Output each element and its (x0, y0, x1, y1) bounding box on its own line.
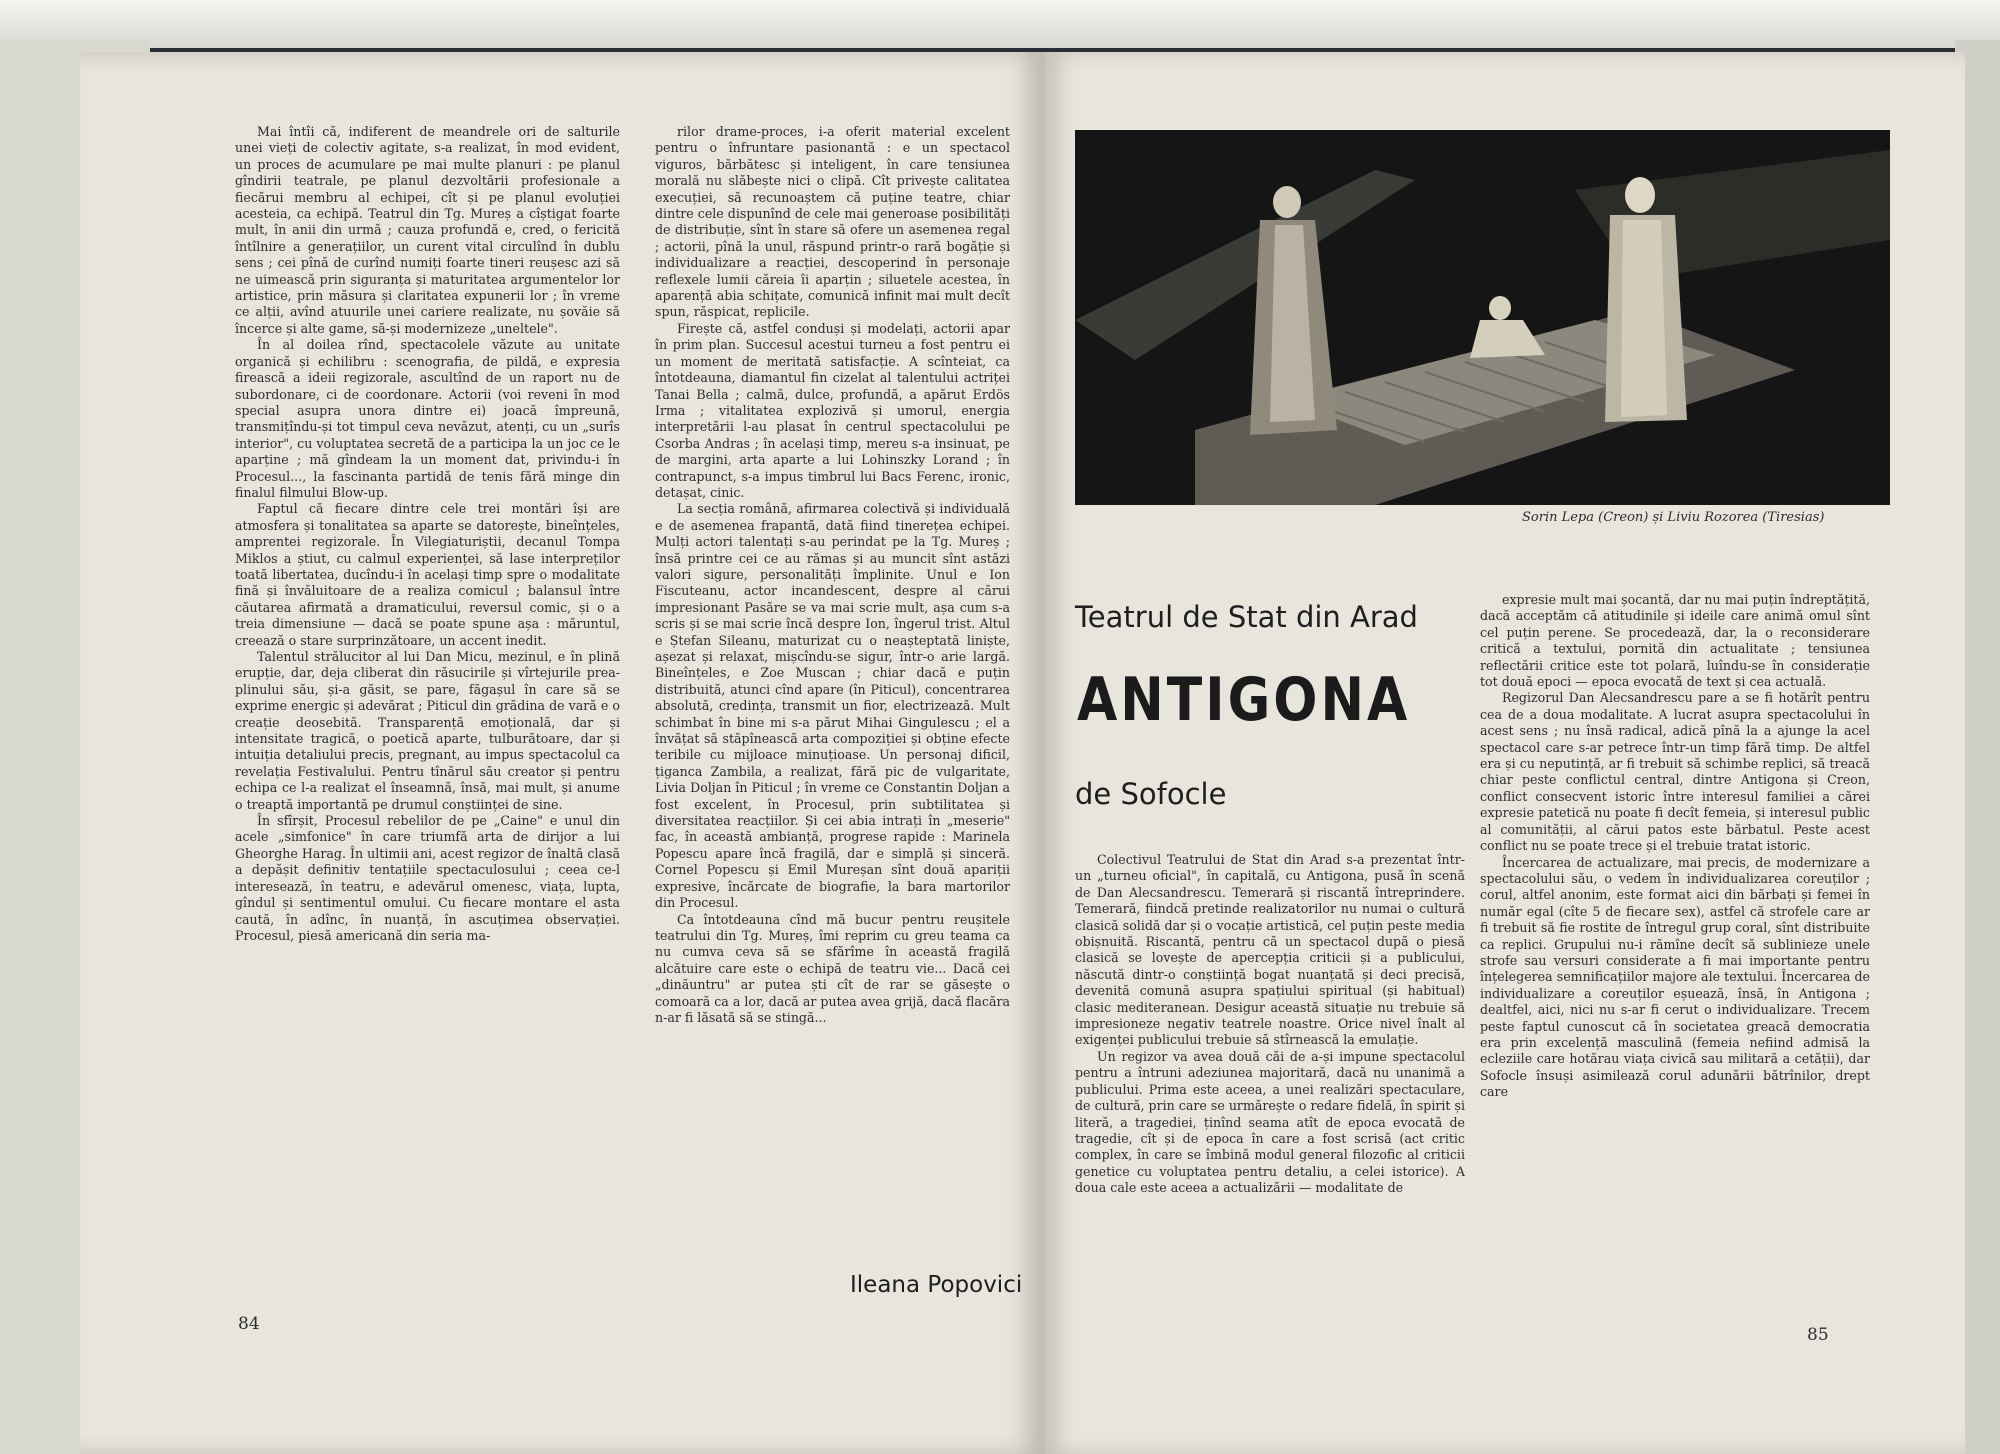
paragraph: Faptul că fiecare dintre cele trei montări își are atmosfera și tonalitatea sa aparte se datorește, bineînțeles, amprentei regizorale. În Vilegiaturiștii, decanul Tompa Miklos a știut, cu calmul experienței, să lase interpreților toată libertatea, ducîndu-i în același timp spre o modalitate fină și învăluitoare de a realiza comicul ; balansul între căutarea afirmată a dramaticului, reversul comic, și o a treia dimensiune — dacă se poate spune așa : măruntul, creează o stare surprinzătoare, un accent inedit. (235, 501, 620, 648)
paragraph: Mai întîi că, indiferent de meandrele ori de salturile unei vieți de colectiv agitate, s-a realizat, în mod evident, un proces de acumulare pe mai multe planuri : pe planul gîndirii teatrale, pe planul dezvoltării profesionale a fiecărui membru al echipei, cît și pe planul evoluției acesteia, ca echipă. Teatrul din Tg. Mureș a cîștigat foarte mult, în anii din urmă ; cauza profundă e, cred, o fericită întîlnire a generațiilor, un curent vital circulînd în dublu sens ; cei pînă de curînd numiți foarte tineri reușesc azi să ne uimească prin siguranța și maturitatea argumentelor lor artistice, prin măsura și claritatea expunerii lor ; în vreme ce alții, avînd atuurile unei cariere realizate, nu șovăie să încerce și alte game, să-și modernizeze „uneltele". (235, 124, 620, 336)
photo-caption: Sorin Lepa (Creon) și Liviu Rozorea (Tiresias) (1522, 510, 1825, 525)
paragraph: Încercarea de actualizare, mai precis, de modernizare a spectacolului său, o vedem în individualizarea coreuților ; corul, altfel anonim, este format aici din bărbați și femei în număr egal (cîte 5 de fiecare sex), astfel că strofele care ar fi trebuit să fie rostite de întregul grup coral, sînt distribuite ca replici. Grupului nu-i rămîne decît să sublinieze unele strofe sau versuri considerate a fi mai importante pentru înțelegerea semnificațiilor majore ale textului. Încercarea de individualizare a coreuților eșuează, însă, în Antigona ; dealtfel, aici, nici nu s-ar fi cerut o individualizare. Trecem peste faptul cunoscut că în societatea greacă democratia era prin excelență masculină (femeia nefiind admisă la ecleziile care hotărau viața civică sau militară a cetății), dar Sofocle însuși asimilează corul adunării bătrînilor, drept care (1480, 854, 1870, 1100)
paragraph: Talentul strălucitor al lui Dan Micu, mezinul, e în plină erupție, dar, deja cliberat din răsucirile și vîrtejurile prea-plinului său, și-a găsit, se pare, făgașul în care să se exprime energic și adevărat ; Piticul din grădina de vară e o creație deosebită. Transparență emoțională, dar și intensitate tragică, o poetică aparte, tulburătoare, dar și intuiția detaliului precis, pregnant, au impus spectacolul ca revelația Festivalului. Pentru tînărul său creator și pentru echipa ce l-a realizat el înseamnă, însă, mai mult, și anume o treaptă importantă pe drumul conștiinței de sine. (235, 649, 620, 812)
page-number-left: 84 (238, 1314, 260, 1334)
paragraph: Ca întotdeauna cînd mă bucur pentru reușitele teatrului din Tg. Mureș, îmi reprim cu greu teama ca nu cumva ceva să se sfărîme în această fragilă alcătuire care este o echipă de teatru vie... Dacă cei „dinăuntru" ar putea ști cît de rar se găsește o comoară ca a lor, dacă ar putea avea grijă, dacă flacăra n-ar fi lăsată să se stingă... (655, 911, 1010, 1025)
paragraph: Un regizor va avea două căi de a-și impune spectacolul pentru a întruni adeziunea majoritară, dacă nu unanimă a publicului. Prima este aceea, a unei realizări spectaculare, de cultură, prin care se urmărește o redare fidelă, în spirit și literă, a tragediei, ținînd seama atît de epoca evocată de tragedie, cît și de epoca în care a fost scrisă (act critic complex, în care se îmbină modul general filozofic al criticii genetice cu voluptatea pentru detaliu, a celei istorice). A doua cale este aceea a actualizării — modalitate de (1075, 1048, 1465, 1196)
stage-photo-illustration (1075, 130, 1890, 505)
paragraph: La secția română, afirmarea colectivă și individuală e de asemenea frapantă, dată fiind tinerețea echipei. Mulți actori talentați s-au perindat pe la Tg. Mureș ; însă printre cei ce au rămas și au muncit sînt astăzi valori sigure, personalități împlinite. Unul e Ion Fiscuteanu, actor incandescent, despre al cărui impresionant Pasăre se va mai scrie mult, așa cum s-a scris și se mai scrie încă despre Ion, îngerul trist. Altul e Ștefan Sileanu, maturizat cu o neașteptată liniște, așezat și relaxat, mișcîndu-se sigur, într-o arie largă. Bineînțeles, e Zoe Muscan ; chiar dacă e puțin distribuită, atunci cînd apare (în Piticul), concentrarea absolută, credința, transmit un fior, electrizează. Mult schimbat în bine mi s-a părut Mihai Gingulescu ; el a învățat să stăpînească arta compoziției și obține efecte teribile cu mijloace minuțioase. Un personaj dificil, țiganca Zambila, a realizat, fără pic de vulgaritate, Livia Doljan în Piticul ; în vreme ce Constantin Doljan a fost excelent, în Procesul, prin subtilitatea și diversitatea reacțiilor. Și cei abia intrați în „meserie" fac, în această ambianță, progrese rapide : Marinela Popescu apare încă fragilă, dar e simplă și sinceră. Cornel Popescu și Emil Mureșan sînt două apariții expresive, încărcate de biografie, la bara martorilor din Procesul. (655, 501, 1010, 911)
paragraph: rilor drame-proces, i-a oferit material excelent pentru o înfruntare pasionantă : e un spectacol viguros, bărbătesc și inteligent, în care tensiunea morală nu slăbește nici o clipă. Cît privește calitatea execuției, să recunoaștem că puține teatre, chiar dintre cele dispunînd de cele mai generoase posibilități de distribuție, sînt în stare să ofere un asemenea regal ; actorii, pînă la unul, răspund printr-o rară bogăție și individualizare a reacției, descoperind în personaje reflexele lumii căreia îi aparțin ; siluetele acestea, în aparență abia schițate, comunică infinit mai mult decît spun, răspicat, replicile. (655, 124, 1010, 320)
paragraph: Firește că, astfel conduși și modelați, actorii apar în prim plan. Succesul acestui turneu a fost pentru ei un moment de meritată satisfacție. A scînteiat, ca întotdeauna, diamantul fin cizelat al talentului actriței Tanai Bella ; calmă, dulce, profundă, a apărut Erdös Irma ; vitalitatea explozivă și umorul, energia interpretării l-au plasat în centrul spectacolului pe Csorba Andras ; în același timp, mereu s-a insinuat, pe de margini, arta aparte a lui Lohinszky Lorand ; în contrapunct, s-a impus timbrul lui Bacs Ferenc, ironic, detașat, cinic. (655, 320, 1010, 500)
paragraph: În al doilea rînd, spectacolele văzute au unitate organică și echilibru : scenografia, de pildă, e expresia firească a ideii regizorale, ascultînd de un raport nu de subordonare, ci de coordonare. Actorii (voi reveni în mod special asupra unora dintre ei) joacă împreună, transmițîndu-și tot timpul ceva nevăzut, atenți, cu un „surîs interior", cu voluptatea secretă de a participa la un joc ce le aparține ; mă gîndeam la un moment dat, privindu-i în Procesul..., la fascinanta partidă de tenis fără minge din finalul filmului Blow-up. (235, 337, 620, 500)
paragraph: expresie mult mai șocantă, dar nu mai puțin îndreptățită, dacă acceptăm că atitudinile și ideile care animă omul sînt cel puțin perene. Se procedează, dar, la o reconsiderare critică a textului, pornită din actualitate ; tensiunea reflectării critice este tot polară, luîndu-se în considerație tot două epoci — epoca evocată de text și cea actuală. (1480, 592, 1870, 690)
left-column-1 (235, 124, 620, 944)
play-author: de Sofocle (1075, 777, 1227, 811)
book-binding-top (0, 0, 2000, 48)
article-signature: Ileana Popovici (850, 1272, 1023, 1298)
paragraph: Regizorul Dan Alecsandrescu pare a se fi hotărît pentru cea de a doua modalitate. A lucrat asupra spectacolului în acest sens ; nu însă radical, adică pînă la a ajunge la acel spectacol care s-ar petrece într-un timp fără timp. De altfel era și cu neputință, ar fi trebuit să schimbe replici, să treacă chiar peste conflictul central, dintre Antigona și Creon, conflict consecvent istoric între interesul familiei a cărei expresie patetică nu poate fi decît femeia, și interesul public al comunității, al cărui patos este bărbatul. Peste acest conflict nu se poate trece și el trebuie tratat istoric. (1480, 690, 1870, 854)
play-title: ANTIGONA (1077, 666, 1411, 735)
right-page (1045, 52, 1965, 1454)
paragraph: Colectivul Teatrului de Stat din Arad s-a prezentat într-un „turneu oficial", în capitală, cu Antigona, pusă în scenă de Dan Alecsandrescu. Temerară și riscantă întreprindere. Temerară, fiindcă pretinde realizatorilor nu numai o cultură clasică solidă dar și o vocație artistică, cel puțin peste media obișnuită. Riscantă, pentru că un spectacol după o piesă clasică se lovește de apercepția criticii și a publicului, născută dintr-o conștiință bogat nuanțată și deci precisă, devenită comună asupra spațiului spiritual (și habitual) clasic mediteranean. Desigur această situație nu trebuie să impresioneze negativ teatrele noastre. Orice nivel înalt al exigenței publicului trebuie să stîrnească la emulație. (1075, 852, 1465, 1048)
stage-photo (1075, 130, 1890, 505)
paragraph: În sfîrșit, Procesul rebelilor de pe „Caine" e unul din acele „simfonice" în care triumfă arta de dirijor a lui Gheorghe Harag. În ultimii ani, acest regizor de înaltă clasă a depășit definitiv tentațiile spectaculosului ; ceea ce-l interesează, în teatru, e adevărul omenesc, viața, lupta, gîndul și sentimentul omului. Cu fiecare montare el asta caută, în adînc, în nuanță, în ascuțimea observației. Procesul, piesă americană din seria ma- (235, 813, 620, 943)
right-column-2 (1480, 592, 1870, 1101)
left-column-2 (655, 124, 1010, 1026)
page-number-right: 85 (1807, 1325, 1829, 1345)
right-column-1 (1075, 852, 1465, 1197)
left-page (80, 52, 1045, 1454)
theatre-heading: Teatrul de Stat din Arad (1075, 600, 1418, 634)
